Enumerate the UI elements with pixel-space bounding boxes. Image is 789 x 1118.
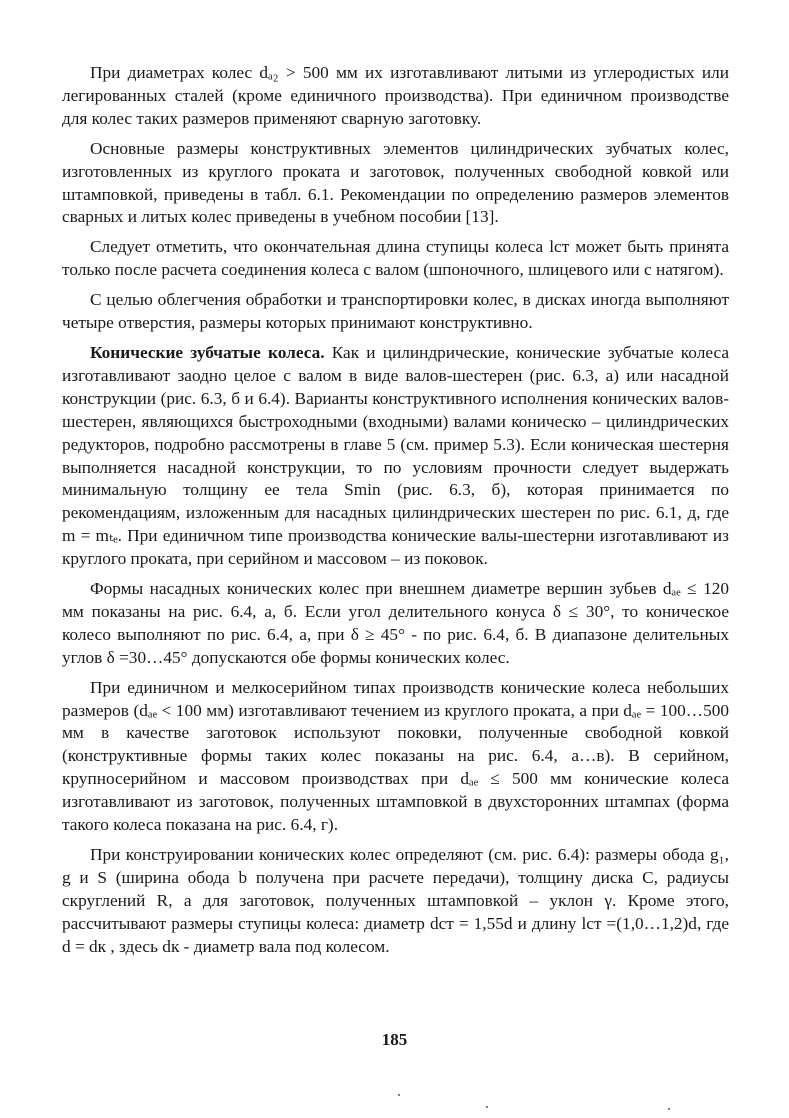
paragraph-6-text: Формы насадных конических колес при внешнем диаметре вершин зубьев dₐₑ ≤ 120 мм показаны на рис. 6.4, а, б. Если угол делительного конуса δ ≤ 30°, то коническое колесо выполняют по рис. 6.4, а, при δ ≥ 45° - по рис. 6.4, б. В диапазоне делительных углов δ =30…45° допускаются обе формы конических колес. <box>62 579 729 667</box>
paragraph-4-text: С целью облегчения обработки и транспортировки колес, в дисках иногда выполняют четыре отверстия, размеры которых принимают конструктивно. <box>62 290 729 333</box>
paragraph-5 <box>62 342 729 571</box>
paragraph-3-text: Следует отметить, что окончательная длина ступицы колеса lст может быть принята только после расчета соединения колеса с валом (шпоночного, шлицевого или с натягом). <box>62 237 729 280</box>
page-number: 185 <box>381 1030 408 1049</box>
paragraph-7 <box>62 677 729 837</box>
paragraph-7-text: При единичном и мелкосерийном типах производств конические колеса небольших размеров (dₐₑ < 100 мм) изготавливают течением из круглого проката, а при dₐₑ = 100…500 мм в качестве заготовок используют поковки, полученные свободной ковкой (конструктивные формы таких колес показаны на рис. 6.4, а…в). В серийном, крупносерийном и массовом производствах при dₐₑ ≤ 500 мм конические колеса изготавливают из заготовок, полученных штамповкой в двухсторонних штампах (форма такого колеса показана на рис. 6.4, г). <box>62 677 729 835</box>
page-body <box>62 62 729 966</box>
paragraph-8 <box>62 844 729 959</box>
scan-speck <box>398 1094 400 1096</box>
paragraph-5-text: Как и цилиндрические, конические зубчатые колеса изготавливают заодно целое с валом в виде валов-шестерен (рис. 6.3, а) или насадной конструкции (рис. 6.3, б и 6.4). Варианты конструктивного исполнения конических валов-шестерен, являющихся быстроходными (входными) валами коническо – цилиндрических редукторов, подробно рассмотрены в главе 5 (см. пример 5.3). Если коническая шестерня выполняется насадной конструкции, то по условиям прочности следует выдержать минимальную толщину ее тела Smin (рис. 6.3, б), которая принимается по рекомендациям, изложенным для насадных цилиндрических шестерен по рис. 6.1, д, где m = mₜₑ. При единичном типе производства конические валы-шестерни изготавливают из круглого проката, при серийном и массовом – из поковок. <box>62 342 730 569</box>
paragraph-2-text: Основные размеры конструктивных элементов цилиндрических зубчатых колес, изготовленных из круглого проката и заготовок, полученных свободной ковкой или штамповкой, приведены в табл. 6.1. Рекомендации по определению размеров элементов сварных и литых колес приведены в учебном пособии [13]. <box>62 138 729 227</box>
paragraph-8-text: При конструировании конических колес определяют (см. рис. 6.4): размеры обода g₁, g и S (ширина обода b получена при расчете передачи), толщину диска C, радиусы скруглений R, а для заготовок, полученных штамповкой – уклон γ. Кроме этого, рассчитывают размеры ступицы колеса: диаметр dст = 1,55d и длину lст =(1,0…1,2)d, где d = dк , здесь dк - диаметр вала под колесом. <box>62 845 729 956</box>
paragraph-5-heading: Конические зубчатые колеса. <box>90 342 325 362</box>
paragraph-1 <box>62 62 729 131</box>
paragraph-3 <box>62 236 729 282</box>
paragraph-6 <box>62 578 729 670</box>
paragraph-1-text: При диаметрах колес dₐ₂ > 500 мм их изготавливают литыми из углеродистых или легированных сталей (кроме единичного производства). При единичном производстве для колес таких размеров применяют сварную заготовку. <box>62 63 729 128</box>
scan-speck <box>486 1106 488 1108</box>
paragraph-2 <box>62 138 729 230</box>
scan-speck <box>668 1108 670 1110</box>
paragraph-4 <box>62 289 729 335</box>
